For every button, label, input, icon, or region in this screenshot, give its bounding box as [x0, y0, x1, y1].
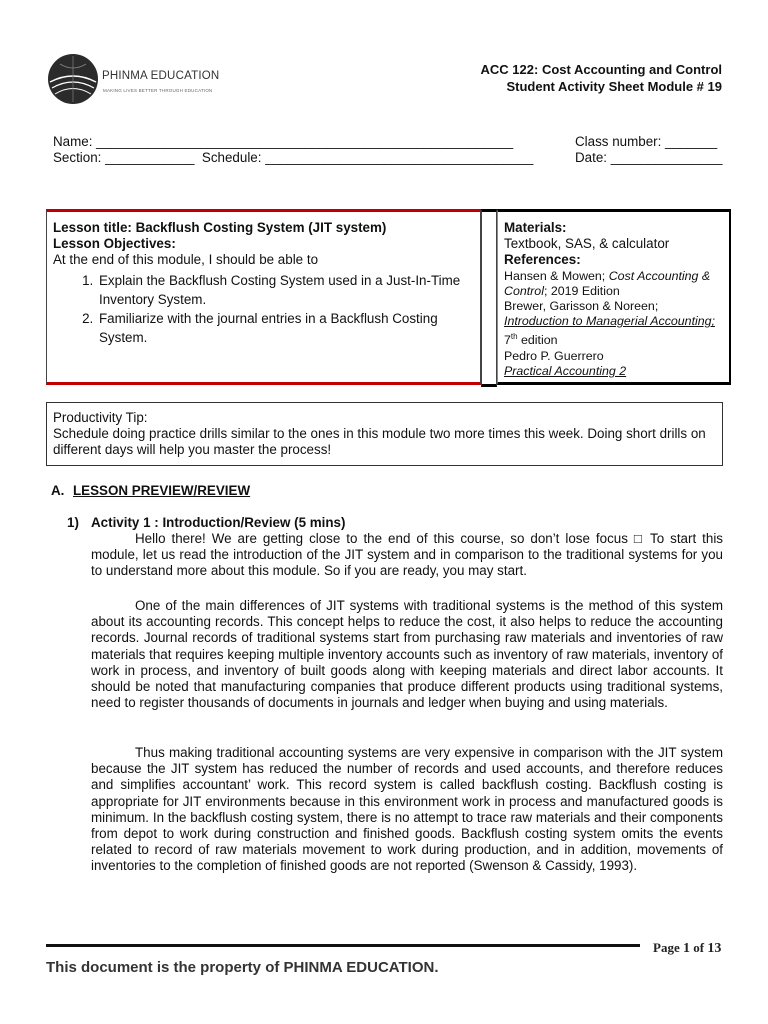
activity-paragraph: One of the main differences of JIT systems with traditional systems is the method of this system about its accounting records. This concept helps to reduce the cost, it also helps to reduce the accounting records. Journal records of traditional systems start from purchasing raw materials and inventories of raw materials that requires keeping multiple inventory accounts such as inventory of raw materials, inventory of work in process, and inventory of built goods along with keeping materials and direct labor accounts. It should be noted that manufacturing companies that produce different products using traditional systems, need to register thousands of documents in journals and ledger when buying and using materials.	[91, 598, 723, 711]
references-label: References:	[504, 252, 581, 268]
property-notice: This document is the property of PHINMA EDUCATION.	[46, 959, 439, 976]
objective-item: 1. Explain the Backflush Costing System used in a Just-In-Time Inventory System.	[97, 271, 476, 309]
section-schedule-field[interactable]: Section: ____________ Schedule: ____________________________________	[53, 150, 534, 165]
objective-item: 2. Familiarize with the journal entries in a Backflush Costing System.	[97, 309, 476, 347]
reference-3-title: Practical Accounting 2	[504, 363, 627, 378]
module-title: Student Activity Sheet Module # 19	[506, 79, 722, 94]
footer-rule	[46, 944, 640, 947]
tip-text: Schedule doing practice drills similar to the ones in this module two more times this week. Doing short drills on different days will help you master the process!	[53, 426, 706, 458]
ref2-edition-text: edition	[517, 333, 558, 348]
materials-items: Textbook, SAS, & calculator	[504, 236, 670, 252]
section-title: LESSON PREVIEW/REVIEW	[73, 483, 251, 498]
reference-2-edition	[504, 329, 725, 348]
activity-paragraph: Hello there! We are getting close to the end of this course, so don’t lose focus □ To start this module, let us read the introduction of the JIT system and in comparison to the traditional systems for you to understand more about this module. So if you are ready, you may start.	[91, 531, 723, 579]
section-letter: A.	[51, 483, 65, 498]
reference-3-author: Pedro P. Guerrero	[504, 348, 604, 363]
ref1-title: Cost Accounting & Control	[504, 268, 711, 298]
activity-number: 1)	[67, 515, 79, 530]
tip-label: Productivity Tip:	[53, 410, 148, 425]
reference-2-title: Introduction to Managerial Accounting;	[504, 314, 715, 329]
class-number-field[interactable]: Class number: _______	[575, 134, 718, 149]
objectives-intro: At the end of this module, I should be able to	[53, 252, 319, 268]
form-row-section	[53, 150, 728, 166]
course-title: ACC 122: Cost Accounting and Control	[480, 62, 722, 77]
ref1-edition: ; 2019 Edition	[543, 283, 620, 298]
of-word: of	[693, 940, 705, 955]
page-word: Page	[653, 940, 680, 955]
phinma-logo	[46, 52, 226, 108]
name-field[interactable]: Name: ________________________________________________________	[53, 134, 514, 149]
form-row-name	[53, 134, 728, 150]
page-total: 13	[707, 941, 722, 956]
reference-1	[504, 269, 725, 299]
materials-label: Materials:	[504, 220, 567, 235]
page-current: 1	[682, 941, 690, 956]
lesson-box	[46, 209, 481, 385]
lesson-title: Lesson title: Backflush Costing System (JIT system)	[53, 220, 387, 235]
brand-name: PHINMA EDUCATION	[102, 70, 220, 82]
objectives-list	[53, 271, 476, 347]
page-number	[653, 940, 721, 957]
ref1-authors: Hansen & Mowen;	[504, 268, 609, 283]
materials-box	[497, 209, 731, 385]
activity-heading	[67, 515, 345, 531]
ref2-edition-sup: th	[510, 332, 518, 342]
box-divider	[481, 209, 497, 387]
productivity-tip-box	[46, 402, 723, 466]
ref2-edition-num: 7	[504, 333, 511, 348]
objectives-label: Lesson Objectives:	[53, 236, 176, 252]
phinma-globe-icon	[46, 52, 100, 106]
activity-title: Activity 1 : Introduction/Review (5 mins)	[91, 515, 346, 530]
section-heading	[51, 483, 250, 499]
reference-2-authors: Brewer, Garisson & Noreen;	[504, 299, 659, 314]
brand-tagline: MAKING LIVES BETTER THROUGH EDUCATION	[103, 88, 213, 93]
activity-paragraph: Thus making traditional accounting systems are very expensive in comparison with the JIT system because the JIT system has reduced the number of records and used accounts, and therefore reduces and simplifies accountant’ work. This record system is called backflush costing. Backflush costing is appropriate for JIT environments because in this environment work in process and manufactured goods is minimum. In the backflush costing system, there is no attempt to trace raw materials and their components from depot to work during construction and finished goods. Backflush costing system omits the events related to record of raw materials movement to work during production, and in addition, movements of inventories to the completion of finished goods are not reported (Swenson & Cassidy, 1993).	[91, 745, 723, 874]
date-field[interactable]: Date: _______________	[575, 150, 723, 165]
